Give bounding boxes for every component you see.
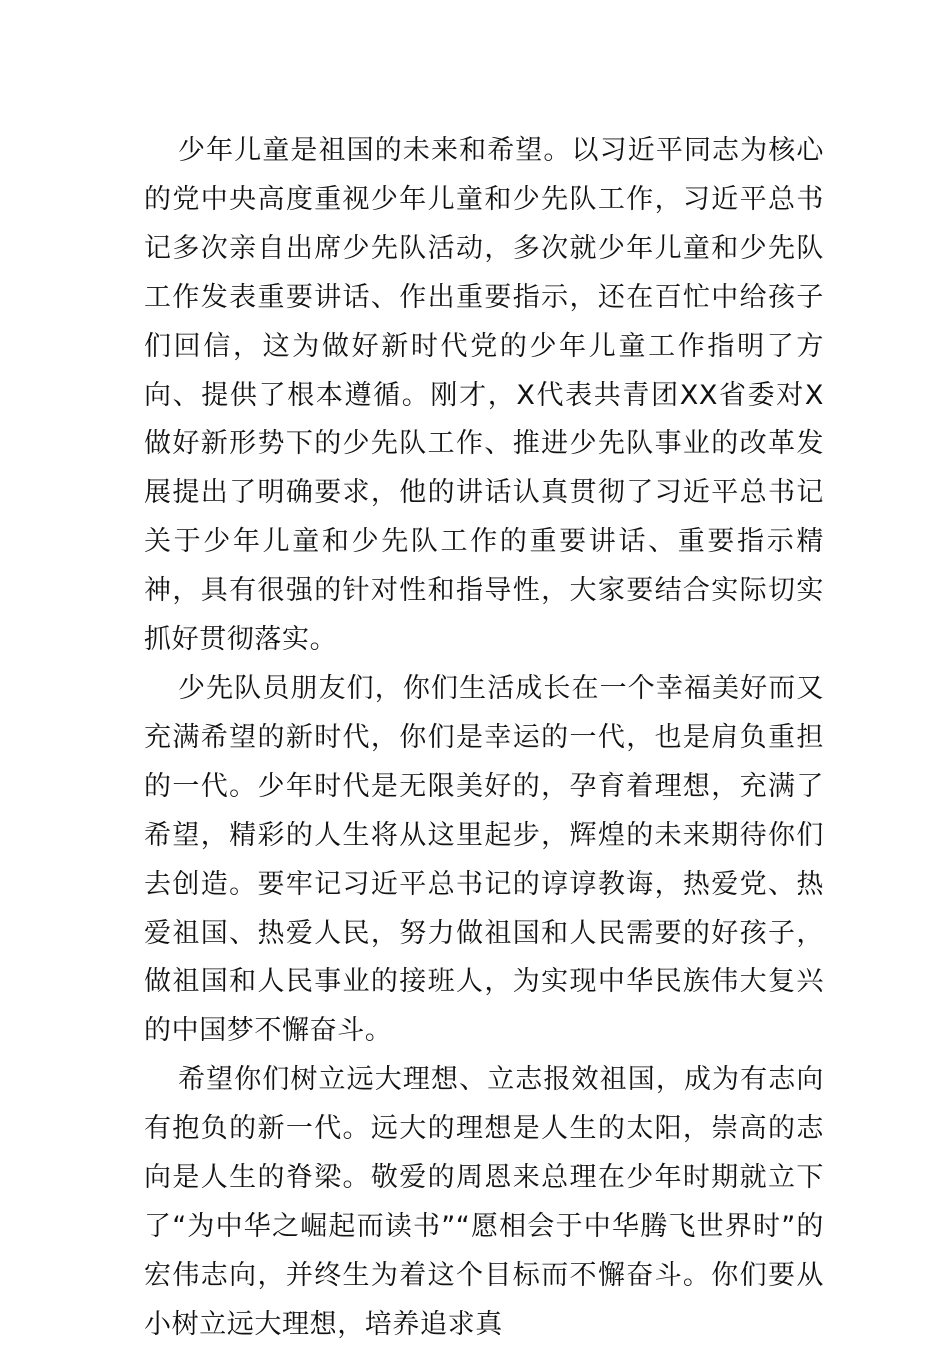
document-body xyxy=(144,127,824,1350)
paragraph-3: 希望你们树立远大理想、立志报效祖国，成为有志向有抱负的新一代。远大的理想是人生的太阳，崇高的志向是人生的脊梁。敬爱的周恩来总理在少年时期就立下了“为中华之崛起而读书”“愿相会于中华腾飞世界时”的宏伟志向，并终生为着这个目标而不懈奋斗。你们要从小树立远大理想，培养追求真 xyxy=(144,1064,824,1340)
paragraph-2: 少先队员朋友们，你们生活成长在一个幸福美好而又充满希望的新时代，你们是幸运的一代，也是肩负重担的一代。少年时代是无限美好的，孕育着理想，充满了希望，精彩的人生将从这里起步，辉煌的未来期待你们去创造。要牢记习近平总书记的谆谆教诲，热爱党、热爱祖国、热爱人民，努力做祖国和人民需要的好孩子，做祖国和人民事业的接班人，为实现中华民族伟大复兴的中国梦不懈奋斗。 xyxy=(144,672,824,1047)
paragraph-1: 少年儿童是祖国的未来和希望。以习近平同志为核心的党中央高度重视少年儿童和少先队工作，习近平总书记多次亲自出席少先队活动，多次就少年儿童和少先队工作发表重要讲话、作出重要指示，还在百忙中给孩子们回信，这为做好新时代党的少年儿童工作指明了方向、提供了根本遵循。刚才，X代表共青团XX省委对X做好新形势下的少先队工作、推进少先队事业的改革发展提出了明确要求，他的讲话认真贯彻了习近平总书记关于少年儿童和少先队工作的重要讲话、重要指示精神，具有很强的针对性和指导性，大家要结合实际切实抓好贯彻落实。 xyxy=(144,135,824,656)
